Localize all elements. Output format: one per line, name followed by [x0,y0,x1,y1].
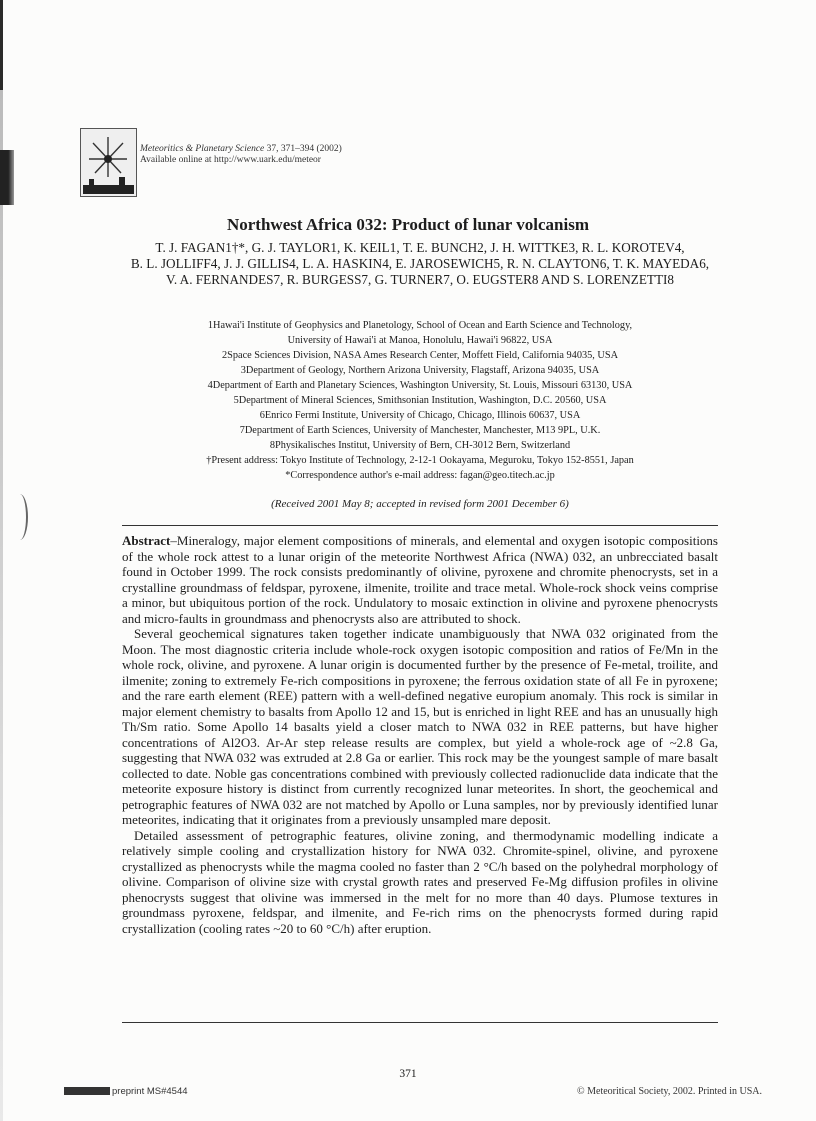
affiliation-line: 3Department of Geology, Northern Arizona University, Flagstaff, Arizona 94035, USA [240,365,600,376]
affiliation-line: 6Enrico Fermi Institute, University of Chicago, Chicago, Illinois 60637, USA [259,410,581,421]
author-line: B. L. JOLLIFF4, J. J. GILLIS4, L. A. HASKIN4, E. JAROSEWICH5, R. N. CLAYTON6, T. K. MAYEDA6, [130,256,710,271]
journal-online: Available online at http://www.uark.edu/meteor [140,155,321,165]
page-number: 371 [399,1068,417,1080]
affiliation-line: 1Hawai'i Institute of Geophysics and Planetology, School of Ocean and Earth Science and Technology, [207,320,633,331]
journal-citation: 37, 371–394 (2002) [264,144,342,154]
abstract-paragraph [122,533,718,626]
abstract-heading: Abstract [122,533,171,548]
abstract-paragraph: Several geochemical signatures taken together indicate unambiguously that NWA 032 originated from the Moon. The most diagnostic criteria include whole-rock oxygen isotopic composition and ratios of Fe/Mn in the whole rock, olivine, and pyroxene. A lunar origin is documented further by the presence of Fe-metal, troilite, and ilmenite; zoning to extremely Fe-rich compositions in pyroxene; the ferrous oxidation state of all Fe in pyroxene; and the rare earth element (REE) pattern with a well-defined negative europium anomaly. This rock is similar in major element chemistry to basalts from Apollo 12 and 15, but is enriched in light REE and has an unusually high Th/Sm ratio. Some Apollo 14 basalts yield a closer match to NWA 032 in REE patterns, but have higher concentrations of Al2O3. Ar-Ar step release results are complex, but yield a whole-rock age of ~2.8 Ga, suggesting that NWA 032 was extruded at 2.8 Ga or earlier. This rock may be the youngest sample of mare basalt collected to date. Noble gas concentrations combined with previously collected radionuclide data indicate that the meteorite exposure history is distinct from currently recognized lunar meteorites. In short, the geochemical and petrographic features of NWA 032 are not matched by Apollo or Luna samples, nor by previously identified lunar meteorites, indicating that it originates from a previously unsampled mare deposit. [122,626,718,827]
affiliations [130,318,710,483]
abstract-bottom-rule [122,1022,718,1023]
affiliation-line: *Correspondence author's e-mail address: fagan@geo.titech.ac.jp [285,470,555,481]
author-list [90,240,750,288]
author-line: V. A. FERNANDES7, R. BURGESS7, G. TURNER7, O. EUGSTER8 AND S. LORENZETTI8 [166,272,674,287]
abstract [122,533,718,936]
affiliation-line: 2Space Sciences Division, NASA Ames Research Center, Moffett Field, California 94035, USA [221,350,619,361]
journal-name: Meteoritics & Planetary Science [140,144,265,154]
abstract-top-rule [122,525,718,526]
affiliation-line: 4Department of Earth and Planetary Sciences, Washington University, St. Louis, Missouri 63130, USA [207,380,633,391]
preprint-text: preprint MS#4544 [112,1086,188,1097]
affiliation-line: 5Department of Mineral Sciences, Smithsonian Institution, Washington, D.C. 20560, USA [233,395,607,406]
abstract-text: –Mineralogy, major element compositions of minerals, and elemental and oxygen isotopic compositions of the whole rock attest to a lunar origin of the meteorite Northwest Africa (NWA) 032, an unbrecciated basalt found in October 1999. The rock consists predominantly of olivine, pyroxene and chromite phenocrysts, set in a crystalline groundmass of feldspar, pyroxene, ilmenite, troilite and trace metal. Whole-rock shock veins comprise a minor, but ubiquitous portion of the rock. Undulatory to mosaic extinction in olivine and pyroxene phenocrysts and micro-faults in groundmass and phenocrysts also are attributed to shock. [122,533,718,626]
redaction-bar [64,1087,110,1095]
copyright: © Meteoritical Society, 2002. Printed in USA. [577,1086,762,1097]
journal-header [140,144,342,166]
scan-mark [0,150,14,205]
author-line: T. J. FAGAN1†*, G. J. TAYLOR1, K. KEIL1, T. E. BUNCH2, J. H. WITTKE3, R. L. KOROTEV4, [155,240,685,255]
paper-title: Northwest Africa 032: Product of lunar volcanism [226,215,589,234]
affiliation-line: 7Department of Earth Sciences, University of Manchester, Manchester, M13 9PL, U.K. [239,425,601,436]
affiliation-line: 8Physikalisches Institut, University of Bern, CH-3012 Bern, Switzerland [269,440,571,451]
journal-logo [80,128,137,197]
received-dates: (Received 2001 May 8; accepted in revised form 2001 December 6) [271,498,569,510]
abstract-paragraph: Detailed assessment of petrographic features, olivine zoning, and thermodynamic modelling indicate a relatively simple cooling and crystallization history for NWA 032. Chromite-spinel, olivine, and pyroxene crystallized as phenocrysts while the magma cooled no faster than 2 °C/h based on the polyhedral morphology of olivine. Comparison of olivine size with crystal growth rates and preserved Fe-Mg diffusion profiles in olivine phenocrysts suggest that olivine was immersed in the melt for no more than 40 days. Plumose textures in groundmass pyroxene, feldspar, and ilmenite, and Fe-rich rims on the phenocrysts formed during rapid crystallization (cooling rates ~20 to 60 °C/h) after eruption. [122,827,718,936]
affiliation-line: †Present address: Tokyo Institute of Technology, 2-12-1 Ookayama, Meguroku, Tokyo 152-8551, Japan [206,455,634,466]
affiliation-line: University of Hawai'i at Manoa, Honolulu, Hawai'i 96822, USA [287,335,553,346]
preprint-label [64,1086,188,1097]
